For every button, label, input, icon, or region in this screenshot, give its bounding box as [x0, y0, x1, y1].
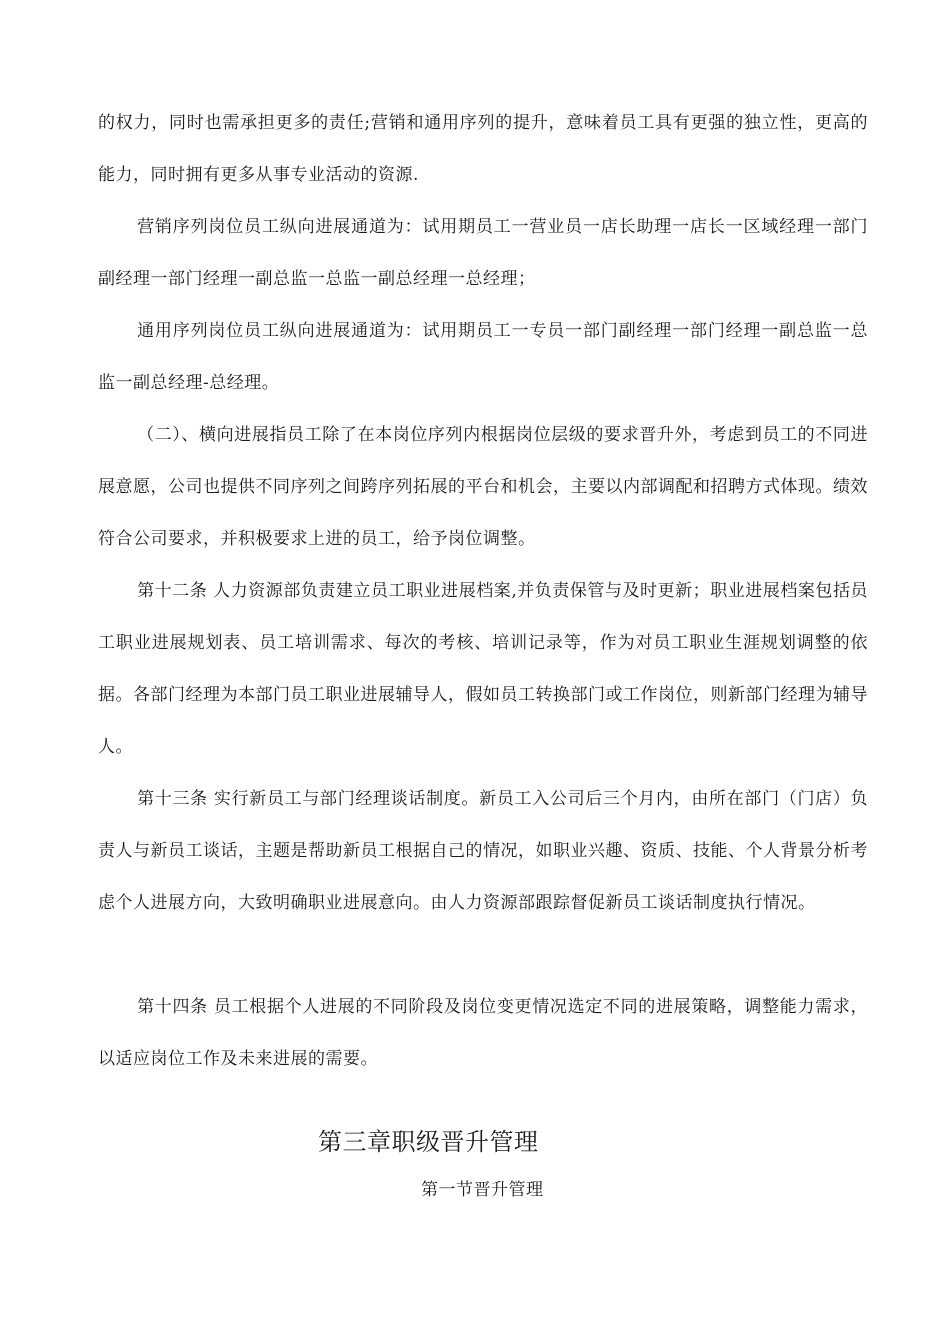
paragraph-article-12: 第十二条 人力资源部负责建立员工职业进展档案,并负责保管与及时更新；职业进展档案包括员工职业进展规划表、员工培训需求、每次的考核、培训记录等，作为对员工职业生涯规划调整的依据。各部门经理为本部门员工职业进展辅导人，假如员工转换部门或工作岗位，则新部门经理为辅导人。: [98, 581, 868, 757]
section-title: 第一节晋升管理: [421, 1180, 544, 1200]
paragraph-continuation: 的权力，同时也需承担更多的责任;营销和通用序列的提升，意味着员工具有更强的独立性，更高的能力，同时拥有更多从事专业活动的资源.: [98, 113, 868, 185]
paragraph-general-path: 通用序列岗位员工纵向进展通道为：试用期员工一专员一部门副经理一部门经理一副总监一总监一副总经理-总经理。: [98, 321, 868, 393]
paragraph-article-13: 第十三条 实行新员工与部门经理谈话制度。新员工入公司后三个月内，由所在部门（门店）负责人与新员工谈话，主题是帮助新员工根据自己的情况，如职业兴趣、资质、技能、个人背景分析考虑个人进展方向，大致明确职业进展意向。由人力资源部跟踪督促新员工谈话制度执行情况。: [98, 789, 868, 913]
paragraph-marketing-path: 营销序列岗位员工纵向进展通道为：试用期员工一营业员一店长助理一店长一区域经理一部门副经理一部门经理一副总监一总监一副总经理一总经理；: [98, 217, 868, 289]
chapter-title: 第三章职级晋升管理: [318, 1128, 539, 1156]
paragraph-article-14: 第十四条 员工根据个人进展的不同阶段及岗位变更情况选定不同的进展策略，调整能力需求，以适应岗位工作及未来进展的需要。: [98, 997, 868, 1069]
paragraph-horizontal-development: （二）、横向进展指员工除了在本岗位序列内根据岗位层级的要求晋升外，考虑到员工的不同进展意愿，公司也提供不同序列之间跨序列拓展的平台和机会，主要以内部调配和招聘方式体现。绩效符合公司要求，并积极要求上进的员工，给予岗位调整。: [98, 425, 868, 549]
